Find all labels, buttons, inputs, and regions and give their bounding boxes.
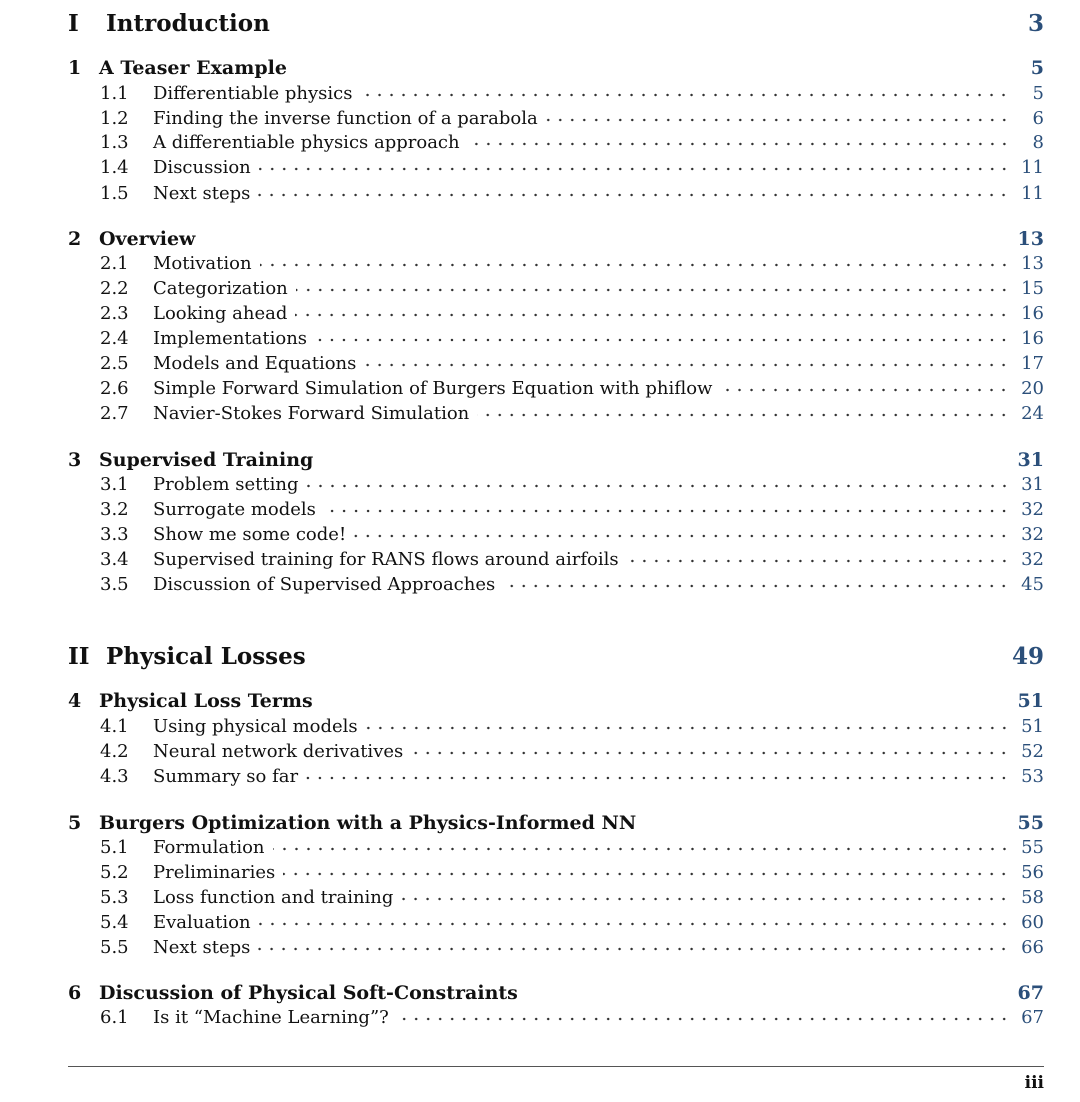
dot-leader bbox=[283, 870, 1010, 878]
toc-title[interactable]: Discussion of Physical Soft-Constraints bbox=[99, 982, 518, 1004]
toc-section[interactable] bbox=[68, 766, 1044, 787]
toc-number: I bbox=[68, 10, 79, 37]
toc-page-link[interactable]: 49 bbox=[1011, 643, 1044, 670]
toc-number: 3 bbox=[68, 449, 82, 471]
toc-section[interactable] bbox=[68, 887, 1044, 908]
toc-section[interactable] bbox=[68, 499, 1044, 520]
toc-title[interactable]: Finding the inverse function of a parabola bbox=[153, 108, 538, 129]
toc-title[interactable]: Looking ahead bbox=[153, 303, 288, 324]
dot-leader bbox=[259, 165, 1010, 173]
toc-page-link[interactable]: 52 bbox=[1021, 741, 1044, 762]
toc-section[interactable] bbox=[68, 837, 1044, 858]
toc-page-link[interactable]: 11 bbox=[1021, 157, 1044, 178]
toc-section[interactable] bbox=[68, 108, 1044, 129]
dot-leader bbox=[366, 724, 1010, 732]
toc-page-link[interactable]: 55 bbox=[1017, 812, 1044, 834]
toc-title[interactable]: Burgers Optimization with a Physics-Informed NN bbox=[99, 812, 637, 834]
toc-section[interactable] bbox=[68, 328, 1044, 349]
toc-title[interactable]: A Teaser Example bbox=[99, 57, 287, 79]
toc-section[interactable] bbox=[68, 524, 1044, 545]
toc-title[interactable]: Supervised training for RANS flows around airfoils bbox=[153, 549, 619, 570]
toc-title[interactable]: Physical Loss Terms bbox=[99, 690, 313, 712]
toc-page-link[interactable]: 58 bbox=[1021, 887, 1044, 908]
toc-number: 5.4 bbox=[100, 912, 129, 933]
toc-number: 1.5 bbox=[100, 183, 129, 204]
toc-section[interactable] bbox=[68, 741, 1044, 762]
toc-title[interactable]: Summary so far bbox=[153, 766, 299, 787]
toc-number: 4.2 bbox=[100, 741, 129, 762]
toc-title[interactable]: Loss function and training bbox=[153, 887, 394, 908]
toc-title[interactable]: Show me some code! bbox=[153, 524, 347, 545]
dot-leader bbox=[296, 286, 1010, 294]
toc-section[interactable] bbox=[68, 353, 1044, 374]
toc-chapter[interactable] bbox=[68, 812, 1044, 834]
toc-chapter[interactable] bbox=[68, 982, 1044, 1004]
toc-chapter[interactable] bbox=[68, 57, 1044, 79]
dot-leader bbox=[364, 361, 1010, 369]
toc-page-link[interactable]: 31 bbox=[1021, 474, 1044, 495]
toc-title[interactable]: Neural network derivatives bbox=[153, 741, 404, 762]
toc-section[interactable] bbox=[68, 549, 1044, 570]
toc-section[interactable] bbox=[68, 716, 1044, 737]
dot-leader bbox=[260, 261, 1010, 269]
toc-title[interactable]: Models and Equations bbox=[153, 353, 357, 374]
dot-leader bbox=[477, 411, 1010, 419]
toc-section[interactable] bbox=[68, 862, 1044, 883]
toc-number: 6 bbox=[68, 982, 82, 1004]
page-number: iii bbox=[1024, 1073, 1044, 1093]
toc-number: 5.2 bbox=[100, 862, 129, 883]
toc-title[interactable]: Evaluation bbox=[153, 912, 251, 933]
toc-page-link[interactable]: 66 bbox=[1021, 937, 1044, 958]
toc-page-link[interactable]: 3 bbox=[1027, 10, 1044, 37]
toc-chapter[interactable] bbox=[68, 449, 1044, 471]
toc-title[interactable]: Implementations bbox=[153, 328, 308, 349]
toc-page-link[interactable]: 6 bbox=[1032, 108, 1044, 129]
toc-section[interactable] bbox=[68, 937, 1044, 958]
toc-section[interactable] bbox=[68, 278, 1044, 299]
toc-number: 2.4 bbox=[100, 328, 129, 349]
dot-leader bbox=[720, 386, 1010, 394]
dot-leader bbox=[627, 557, 1010, 565]
toc-section[interactable] bbox=[68, 157, 1044, 178]
dot-leader bbox=[503, 582, 1010, 590]
toc-page-link[interactable]: 56 bbox=[1021, 862, 1044, 883]
toc-page-link[interactable]: 11 bbox=[1021, 183, 1044, 204]
toc-title[interactable]: Discussion of Supervised Approaches bbox=[153, 574, 496, 595]
toc-page-link[interactable]: 16 bbox=[1021, 303, 1044, 324]
toc-title[interactable]: Next steps bbox=[153, 183, 251, 204]
footer-rule bbox=[68, 1066, 1044, 1067]
toc-section[interactable] bbox=[68, 83, 1044, 104]
toc-page-link[interactable]: 20 bbox=[1021, 378, 1044, 399]
toc-number: 1.4 bbox=[100, 157, 129, 178]
toc-page-link[interactable]: 5 bbox=[1032, 83, 1044, 104]
toc-title[interactable]: Is it “Machine Learning”? bbox=[153, 1007, 389, 1028]
toc-title[interactable]: Supervised Training bbox=[99, 449, 314, 471]
dot-leader bbox=[354, 532, 1010, 540]
toc-number: 3.4 bbox=[100, 549, 129, 570]
toc-page-link[interactable]: 45 bbox=[1021, 574, 1044, 595]
toc-title[interactable]: Simple Forward Simulation of Burgers Equation with phiflow bbox=[153, 378, 713, 399]
dot-leader bbox=[273, 845, 1010, 853]
toc-section[interactable] bbox=[68, 474, 1044, 495]
toc-number: 5 bbox=[68, 812, 82, 834]
toc-section[interactable] bbox=[68, 132, 1044, 153]
dot-leader bbox=[324, 507, 1010, 515]
toc-title[interactable]: Categorization bbox=[153, 278, 288, 299]
toc-number: 2.5 bbox=[100, 353, 129, 374]
toc-page-link[interactable]: 51 bbox=[1017, 690, 1044, 712]
toc-section[interactable] bbox=[68, 183, 1044, 204]
toc-page-link[interactable]: 32 bbox=[1021, 524, 1044, 545]
toc-title[interactable]: Problem setting bbox=[153, 474, 299, 495]
toc-page-link[interactable]: 31 bbox=[1017, 449, 1044, 471]
toc-page-link[interactable]: 8 bbox=[1032, 132, 1044, 153]
toc-section[interactable] bbox=[68, 574, 1044, 595]
toc-title[interactable]: Navier-Stokes Forward Simulation bbox=[153, 403, 470, 424]
toc-title[interactable]: Motivation bbox=[153, 253, 252, 274]
toc-chapter[interactable] bbox=[68, 228, 1044, 250]
toc-number: 3.1 bbox=[100, 474, 129, 495]
toc-number: 2.3 bbox=[100, 303, 129, 324]
toc-page-link[interactable]: 16 bbox=[1021, 328, 1044, 349]
toc-page-link[interactable]: 60 bbox=[1021, 912, 1044, 933]
dot-leader bbox=[307, 482, 1010, 490]
toc-title[interactable]: Using physical models bbox=[153, 716, 358, 737]
dot-leader bbox=[546, 116, 1010, 124]
toc-section[interactable] bbox=[68, 253, 1044, 274]
toc-number: 6.1 bbox=[100, 1007, 129, 1028]
dot-leader bbox=[411, 749, 1010, 757]
toc-number: 4 bbox=[68, 690, 82, 712]
toc-part[interactable] bbox=[68, 643, 1044, 670]
toc-number: 3.3 bbox=[100, 524, 129, 545]
toc-title[interactable]: Preliminaries bbox=[153, 862, 276, 883]
dot-leader bbox=[468, 140, 1010, 148]
toc-number: 4.3 bbox=[100, 766, 129, 787]
dot-leader bbox=[397, 1015, 1010, 1023]
dot-leader bbox=[401, 895, 1010, 903]
toc-section[interactable] bbox=[68, 1007, 1044, 1028]
toc-page-link[interactable]: 32 bbox=[1021, 549, 1044, 570]
toc-number: 5.1 bbox=[100, 837, 129, 858]
toc-page-link[interactable]: 53 bbox=[1021, 766, 1044, 787]
toc-page-link[interactable]: 67 bbox=[1021, 1007, 1044, 1028]
toc-page-link[interactable]: 17 bbox=[1021, 353, 1044, 374]
toc-page-link[interactable]: 32 bbox=[1021, 499, 1044, 520]
toc-chapter[interactable] bbox=[68, 690, 1044, 712]
toc-number: II bbox=[68, 643, 90, 670]
toc-title[interactable]: Next steps bbox=[153, 937, 251, 958]
toc-section[interactable] bbox=[68, 912, 1044, 933]
toc-page-link[interactable]: 51 bbox=[1021, 716, 1044, 737]
toc-title[interactable]: Formulation bbox=[153, 837, 265, 858]
toc-part[interactable] bbox=[68, 10, 1044, 37]
toc-title[interactable]: Introduction bbox=[106, 10, 270, 37]
toc-section[interactable] bbox=[68, 303, 1044, 324]
dot-leader bbox=[306, 774, 1010, 782]
toc-number: 5.3 bbox=[100, 887, 129, 908]
toc-number: 1.2 bbox=[100, 108, 129, 129]
toc-page-link[interactable]: 67 bbox=[1017, 982, 1044, 1004]
toc-number: 5.5 bbox=[100, 937, 129, 958]
toc-title[interactable]: Overview bbox=[99, 228, 196, 250]
toc-page-link[interactable]: 5 bbox=[1030, 57, 1044, 79]
toc-number: 2.6 bbox=[100, 378, 129, 399]
toc-title[interactable]: Physical Losses bbox=[106, 643, 306, 670]
dot-leader bbox=[295, 311, 1010, 319]
toc-number: 2.2 bbox=[100, 278, 129, 299]
toc-page-link[interactable]: 13 bbox=[1021, 253, 1044, 274]
toc-page-link[interactable]: 55 bbox=[1021, 837, 1044, 858]
dot-leader bbox=[360, 91, 1010, 99]
toc-title[interactable]: A differentiable physics approach bbox=[153, 132, 460, 153]
toc-title[interactable]: Surrogate models bbox=[153, 499, 316, 520]
toc-section[interactable] bbox=[68, 378, 1044, 399]
toc-number: 3.2 bbox=[100, 499, 129, 520]
toc-number: 1 bbox=[68, 57, 82, 79]
toc-page-link[interactable]: 15 bbox=[1021, 278, 1044, 299]
toc-number: 3.5 bbox=[100, 574, 129, 595]
dot-leader bbox=[258, 191, 1010, 199]
dot-leader bbox=[258, 945, 1010, 953]
dot-leader bbox=[259, 920, 1010, 928]
toc-page-link[interactable]: 13 bbox=[1017, 228, 1044, 250]
toc-number: 2.7 bbox=[100, 403, 129, 424]
toc-page-link[interactable]: 24 bbox=[1021, 403, 1044, 424]
toc-section[interactable] bbox=[68, 403, 1044, 424]
dot-leader bbox=[315, 336, 1010, 344]
toc-number: 1.1 bbox=[100, 83, 129, 104]
toc-number: 2 bbox=[68, 228, 82, 250]
toc-number: 4.1 bbox=[100, 716, 129, 737]
toc-title[interactable]: Differentiable physics bbox=[153, 83, 353, 104]
toc-number: 2.1 bbox=[100, 253, 129, 274]
toc-number: 1.3 bbox=[100, 132, 129, 153]
toc-title[interactable]: Discussion bbox=[153, 157, 251, 178]
